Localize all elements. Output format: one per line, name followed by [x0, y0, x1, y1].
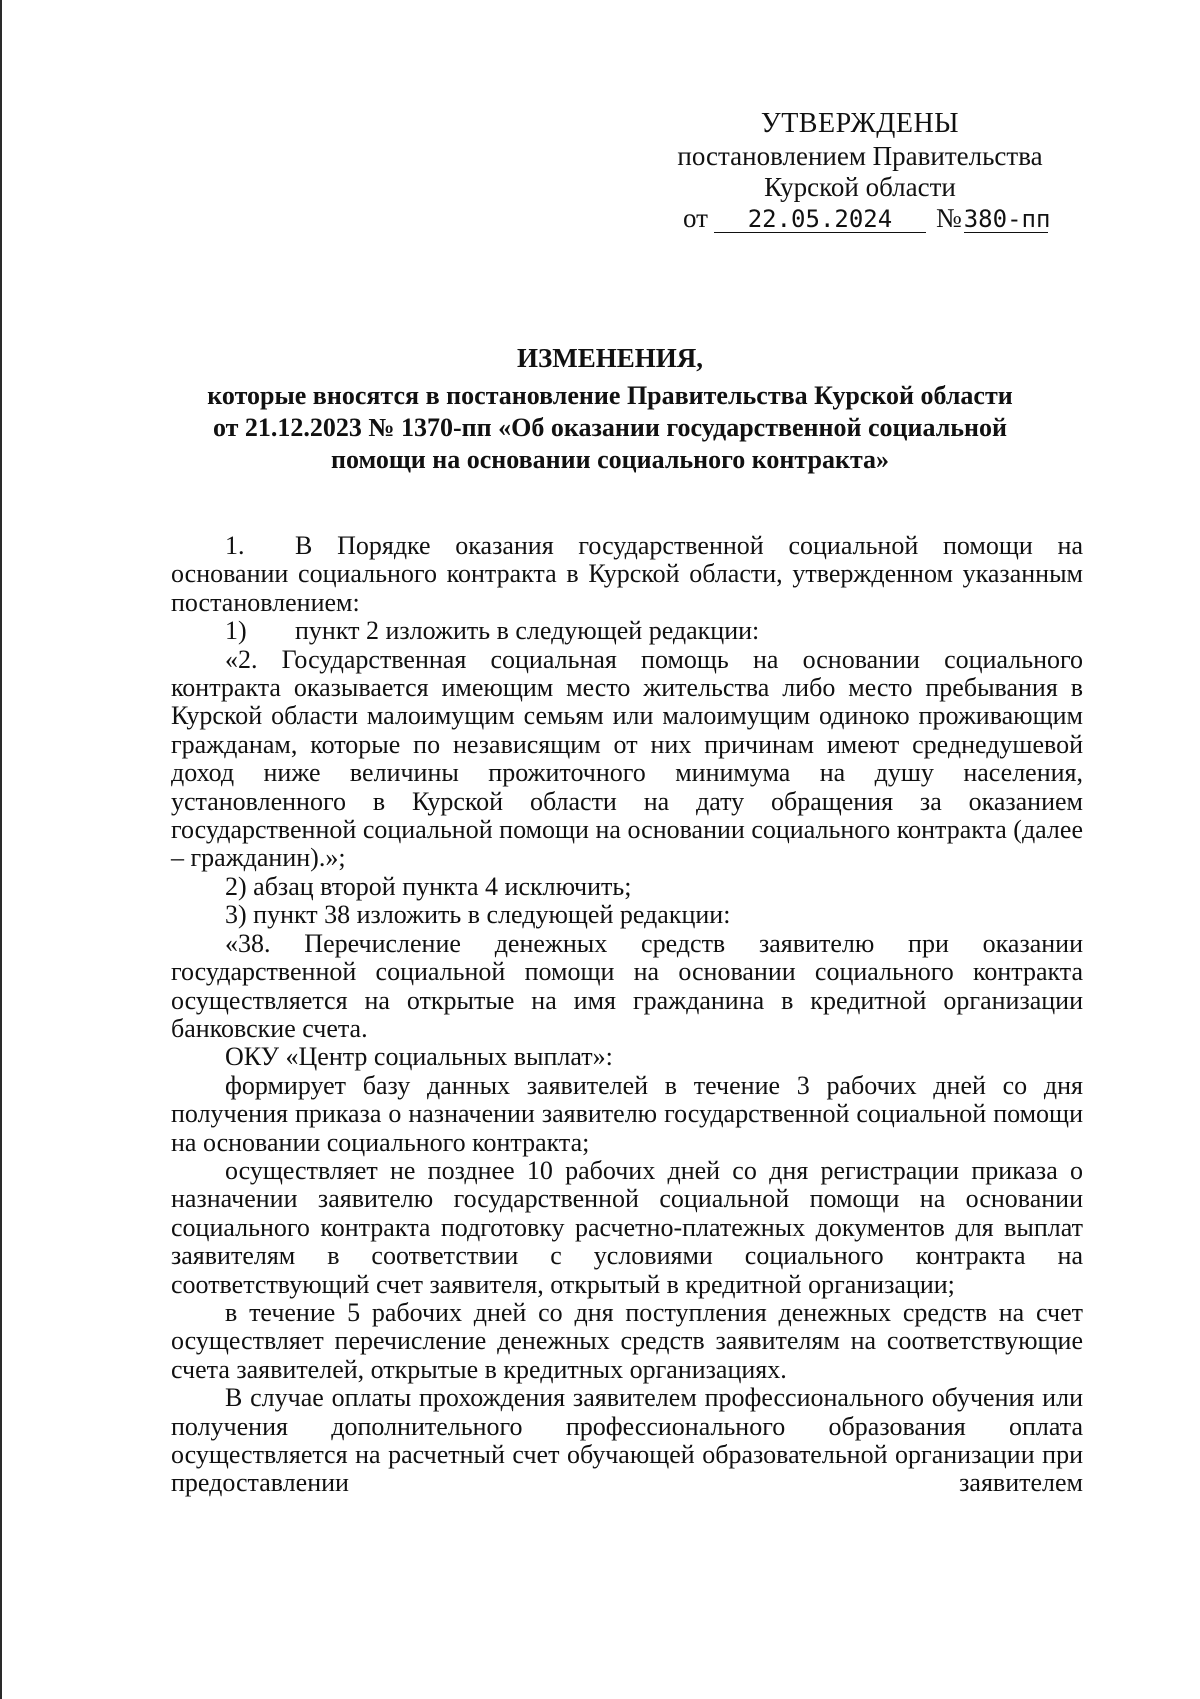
- approval-date-row: [660, 203, 1060, 234]
- approval-date: 22.05.2024: [714, 206, 926, 233]
- date-prefix: от: [683, 203, 708, 233]
- paragraph-3: «2. Государственная социальная помощь на основании социального контракта оказывается имеющим место жительства либо место пребывания в Курской области малоимущим семьям или малоимущим одиноко проживающим гражданам, которые по независящим от них причинам имеют среднедушевой доход ниже величины прожиточного минимума на душу населения, установленного в Курской области на дату обращения за оказанием государственной социальной помощи на основании социального контракта (далее – гражданин).»;: [171, 644, 1083, 873]
- paragraph-11: В случае оплаты прохождения заявителем профессионального обучения или получения дополнительного профессионального образования оплата осуществляется на расчетный счет обучающей образовательной организации при предоставлении заявителем: [171, 1383, 1083, 1498]
- paragraph-2: [171, 617, 1083, 645]
- paragraph-2-text: пункт 2 изложить в следующей редакции:: [295, 616, 760, 646]
- heading-line-3: помощи на основании социального контракта»: [330, 445, 890, 474]
- paragraph-4: 2) абзац второй пункта 4 исключить;: [225, 871, 632, 901]
- paragraph-5: 3) пункт 38 изложить в следующей редакции:: [225, 900, 731, 930]
- document-heading: [160, 342, 1060, 476]
- approval-line-1: постановлением Правительства: [677, 141, 1043, 171]
- document-body: [171, 532, 1083, 1498]
- heading-line-1: которые вносятся в постановление Правительства Курской области: [207, 381, 1013, 410]
- approval-block: [660, 108, 1060, 234]
- approval-number: 380-пп: [963, 205, 1051, 233]
- paragraph-6: «38. Перечисление денежных средств заявителю при оказании государственной социальной помощи на основании социального контракта осуществляется на открытые на имя гражданина в кредитной организации банковские счета.: [171, 928, 1083, 1043]
- page-border: [0, 0, 2, 1699]
- paragraph-1-text: В Порядке оказания государственной социальной помощи на основании социального контракта в Курской области, утвержденном указанным постановлением:: [171, 531, 1083, 617]
- heading-line-2: от 21.12.2023 № 1370-пп «Об оказании государственной социальной: [212, 413, 1008, 442]
- heading-title: ИЗМЕНЕНИЯ,: [516, 343, 703, 373]
- paragraph-2-number: 1): [225, 616, 247, 646]
- paragraph-1: [171, 532, 1083, 617]
- paragraph-10: в течение 5 рабочих дней со дня поступления денежных средств на счет осуществляет перечисление денежных средств заявителям на соответствующие счета заявителей, открытые в кредитных организациях.: [171, 1297, 1083, 1384]
- approval-title: УТВЕРЖДЕНЫ: [760, 108, 960, 139]
- approval-line-2: Курской области: [764, 172, 956, 202]
- paragraph-7: ОКУ «Центр социальных выплат»:: [225, 1042, 613, 1072]
- paragraph-1-number: 1.: [225, 531, 245, 560]
- paragraph-8: формирует базу данных заявителей в течение 3 рабочих дней со дня получения приказа о назначении заявителю государственной социальной помощи на основании социального контракта;: [171, 1070, 1083, 1157]
- number-sign: №: [935, 203, 962, 233]
- paragraph-9: осуществляет не позднее 10 рабочих дней со дня регистрации приказа о назначении заявителю государственной социальной помощи на основании социального контракта подготовку расчетно-платежных документов для выплат заявителям в соответствии с условиями социального контракта на соответствующий счет заявителя, открытый в кредитной организации;: [171, 1155, 1083, 1299]
